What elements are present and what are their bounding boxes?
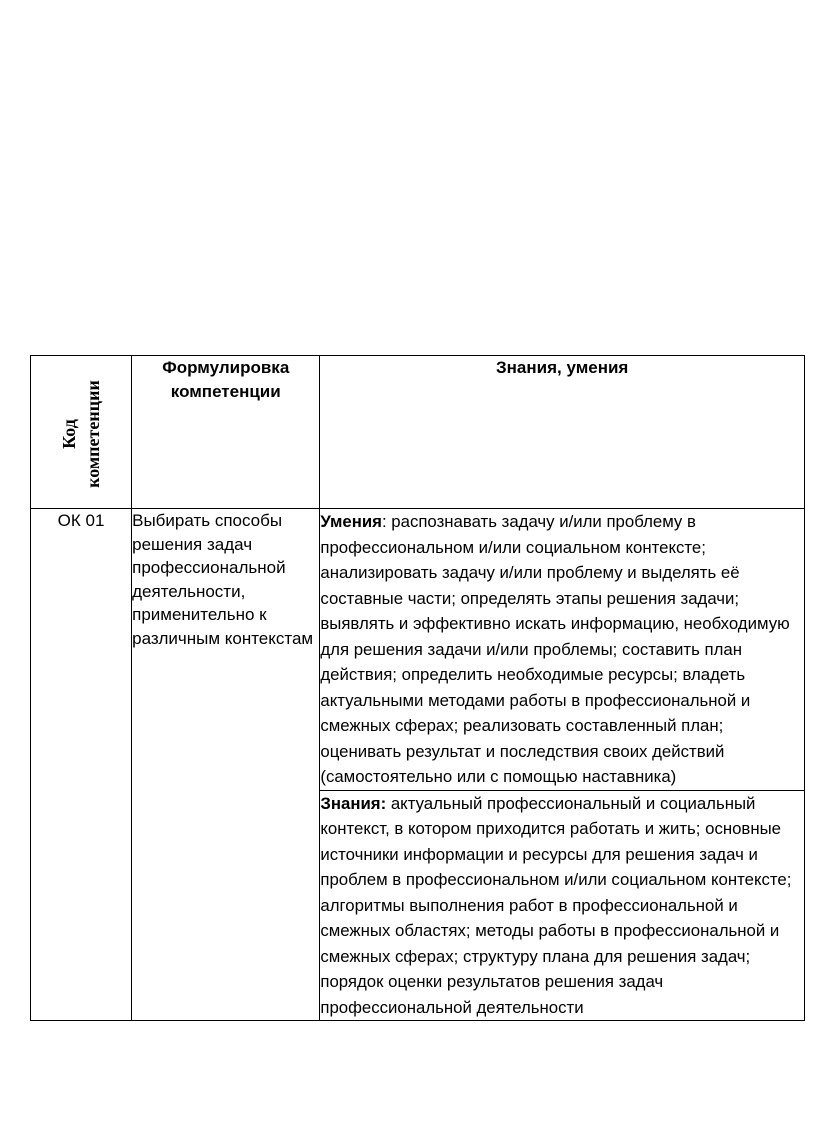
header-row	[31, 356, 805, 509]
table-row	[31, 509, 805, 791]
header-code-line2: компетенции	[83, 380, 103, 488]
skills-label: Умения	[320, 512, 382, 531]
knowledge-cell	[320, 790, 805, 1021]
competency-table	[30, 355, 805, 1021]
skills-text: : распознавать задачу и/или проблему в профессиональном и/или социальном контексте; анализировать задачу и/или проблему и выделять её составные части; определять этапы решения задачи; выявлять и эффективно искать информацию, необходимую для решения задачи и/или проблемы; составить план действия; определить необходимые ресурсы; владеть актуальными методами работы в профессиональной и смежных сферах; реализовать составленный план; оценивать результат и последствия своих действий (самостоятельно или с помощью наставника)	[320, 512, 790, 786]
competency-formulation: Выбирать способы решения задач профессиональной деятельности, применительно к различным контекстам	[132, 509, 320, 1021]
header-code-line1: Код	[59, 419, 79, 449]
header-code-cell	[31, 356, 132, 509]
knowledge-label: Знания:	[320, 793, 387, 813]
header-knowledge: Знания, умения	[320, 356, 805, 509]
header-formulation: Формулировка компетенции	[132, 356, 320, 509]
competency-code: ОК 01	[31, 509, 132, 1021]
header-code	[57, 380, 105, 488]
skills-cell	[320, 509, 805, 791]
knowledge-text: актуальный профессиональный и социальный контекст, в котором приходится работать и жить; основные источники информации и ресурсы для решения задач и проблем в профессиональном и/или социальном контексте; алгоритмы выполнения работ в профессиональной и смежных областях; методы работы в профессиональной и смежных сферах; структуру плана для решения задач; порядок оценки результатов решения задач профессиональной деятельности	[320, 793, 792, 1017]
